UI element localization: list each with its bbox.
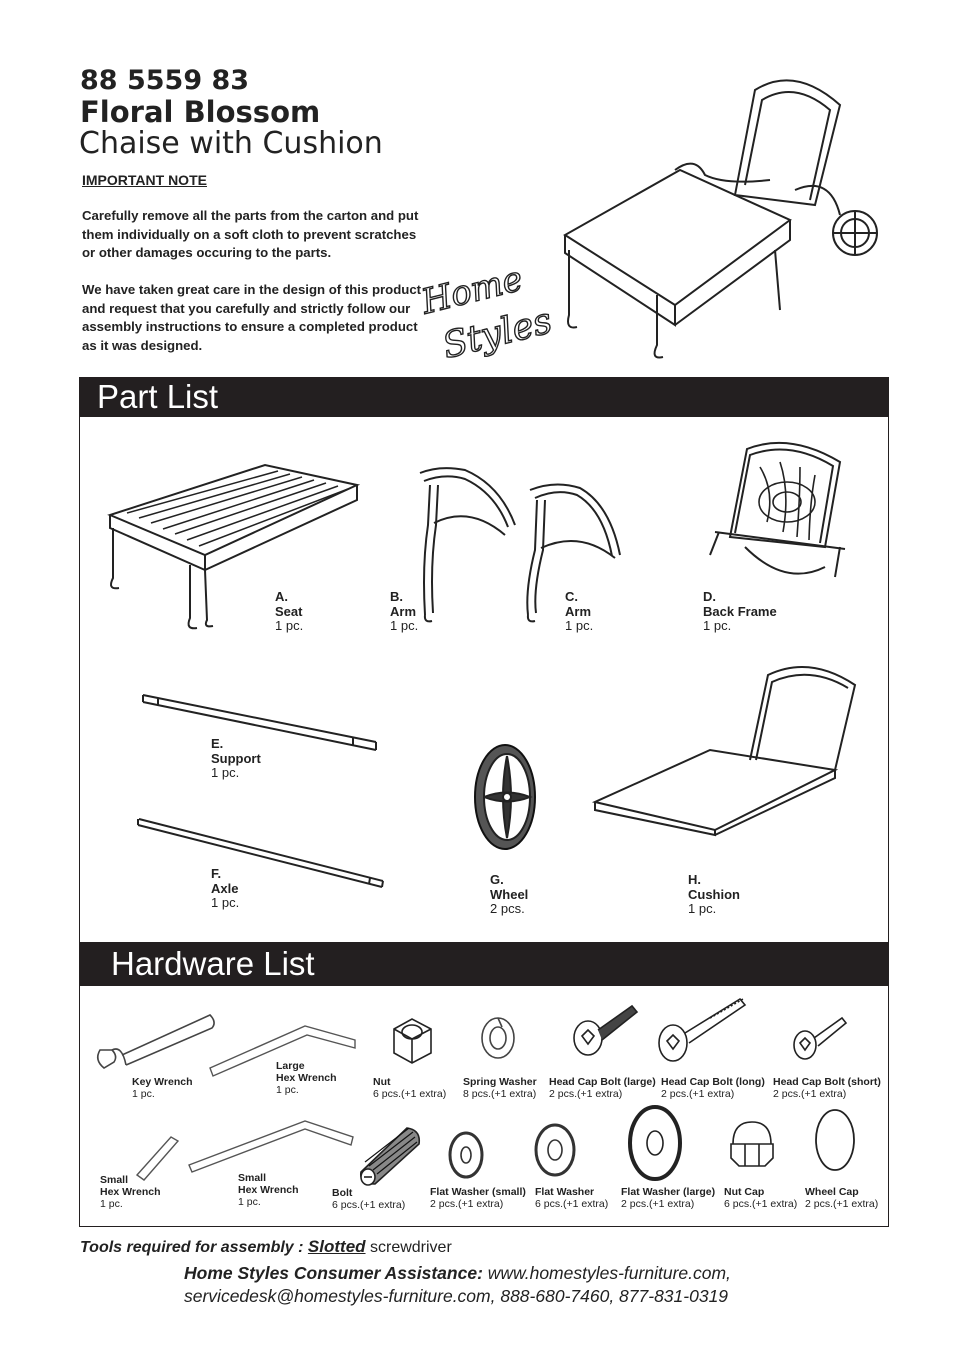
hardware-list-title: Hardware List bbox=[111, 945, 315, 982]
model-number: 88 5559 83 bbox=[80, 65, 250, 96]
note-paragraph-2: We have taken great care in the design of this product and request that you carefully and strictly follow our assembly instructions to ensure a completed product as it was designed. bbox=[82, 282, 422, 353]
nut-cap-icon bbox=[727, 1118, 777, 1170]
flat-washer-icon bbox=[530, 1120, 580, 1180]
part-h-label: H. Cushion 1 pc. bbox=[688, 872, 740, 916]
flat-washer-small-icon bbox=[445, 1128, 487, 1182]
consumer-label: Home Styles Consumer Assistance: bbox=[184, 1263, 483, 1283]
axle-illustration bbox=[135, 815, 390, 890]
consumer-contact[interactable]: servicedesk@homestyles-furniture.com, 888-680-7460, 877-831-0319 bbox=[184, 1286, 729, 1306]
head-cap-bolt-large-icon bbox=[570, 1000, 640, 1060]
wheel-illustration bbox=[470, 740, 540, 855]
product-type: Chaise with Cushion bbox=[79, 126, 383, 161]
seat-illustration bbox=[105, 460, 365, 630]
part-c-label: C. Arm 1 pc. bbox=[565, 589, 594, 633]
part-a-label: A. Seat 1 pc. bbox=[275, 589, 304, 633]
part-g-label: G. Wheel 2 pcs. bbox=[490, 872, 529, 916]
svg-text:Home: Home bbox=[417, 258, 527, 323]
part-d-label: D. Back Frame 1 pc. bbox=[703, 589, 777, 633]
hw-large-hex-wrench-label: Large Hex Wrench 1 pc. bbox=[276, 1060, 337, 1096]
small-hex-wrench-2-icon bbox=[185, 1115, 355, 1175]
hw-flat-washer-label: Flat Washer 6 pcs.(+1 extra) bbox=[535, 1186, 609, 1210]
hw-spring-washer-label: Spring Washer 8 pcs.(+1 extra) bbox=[463, 1076, 537, 1100]
tools-slotted: Slotted bbox=[307, 1237, 366, 1256]
svg-text:Styles: Styles bbox=[438, 300, 556, 367]
hw-small-hex-wrench-label: Small Hex Wrench 1 pc. bbox=[100, 1174, 161, 1210]
hw-small-hex-wrench-2-label: Small Hex Wrench 1 pc. bbox=[238, 1172, 299, 1208]
hw-nut-label: Nut 6 pcs.(+1 extra) bbox=[373, 1076, 447, 1100]
wheel-cap-icon bbox=[813, 1106, 858, 1174]
head-cap-bolt-short-icon bbox=[790, 1010, 850, 1065]
hw-flat-washer-small-label: Flat Washer (small) 2 pcs.(+1 extra) bbox=[430, 1186, 526, 1210]
hw-bolt-label: Bolt 6 pcs.(+1 extra) bbox=[332, 1187, 406, 1211]
important-note-heading: IMPORTANT NOTE bbox=[82, 172, 207, 188]
part-f-label: F. Axle 1 pc. bbox=[211, 866, 240, 910]
key-wrench-icon bbox=[92, 1010, 217, 1075]
tools-screwdriver: screwdriver bbox=[369, 1239, 452, 1256]
consumer-assistance bbox=[184, 1262, 731, 1308]
hw-wheel-cap-label: Wheel Cap 2 pcs.(+1 extra) bbox=[805, 1186, 879, 1210]
hw-head-cap-bolt-short-label: Head Cap Bolt (short) 2 pcs.(+1 extra) bbox=[773, 1076, 881, 1100]
part-e-label: E. Support 1 pc. bbox=[211, 736, 261, 780]
hardware-list-header bbox=[79, 942, 889, 986]
nut-icon bbox=[390, 1015, 435, 1067]
part-b-label: B. Arm 1 pc. bbox=[390, 589, 419, 633]
spring-washer-icon bbox=[478, 1013, 518, 1063]
product-name: Floral Blossom bbox=[80, 95, 321, 129]
head-cap-bolt-long-icon bbox=[655, 995, 750, 1070]
chaise-illustration bbox=[555, 75, 885, 365]
note-paragraph-1: Carefully remove all the parts from the carton and put them individually on a soft cloth to prevent scratches or other damages occuring to the parts. bbox=[82, 208, 419, 260]
hw-head-cap-bolt-large-label: Head Cap Bolt (large) 2 pcs.(+1 extra) bbox=[549, 1076, 656, 1100]
hw-key-wrench-label: Key Wrench 1 pc. bbox=[132, 1076, 193, 1100]
hw-head-cap-bolt-long-label: Head Cap Bolt (long) 2 pcs.(+1 extra) bbox=[661, 1076, 765, 1100]
part-list-header bbox=[79, 377, 889, 417]
bolt-icon bbox=[355, 1122, 425, 1187]
arm-b-illustration bbox=[410, 465, 520, 625]
tools-required: Tools required for assembly : Slotted screwdriver bbox=[80, 1237, 452, 1256]
home-styles-logo bbox=[417, 258, 556, 367]
hw-flat-washer-large-label: Flat Washer (large) 2 pcs.(+1 extra) bbox=[621, 1186, 716, 1210]
flat-washer-large-icon bbox=[625, 1102, 685, 1184]
cushion-illustration bbox=[590, 660, 860, 835]
part-list-title: Part List bbox=[97, 378, 219, 415]
hw-nut-cap-label: Nut Cap 6 pcs.(+1 extra) bbox=[724, 1186, 798, 1210]
consumer-website[interactable]: www.homestyles-furniture.com, bbox=[487, 1263, 731, 1283]
back-frame-illustration bbox=[705, 437, 855, 587]
